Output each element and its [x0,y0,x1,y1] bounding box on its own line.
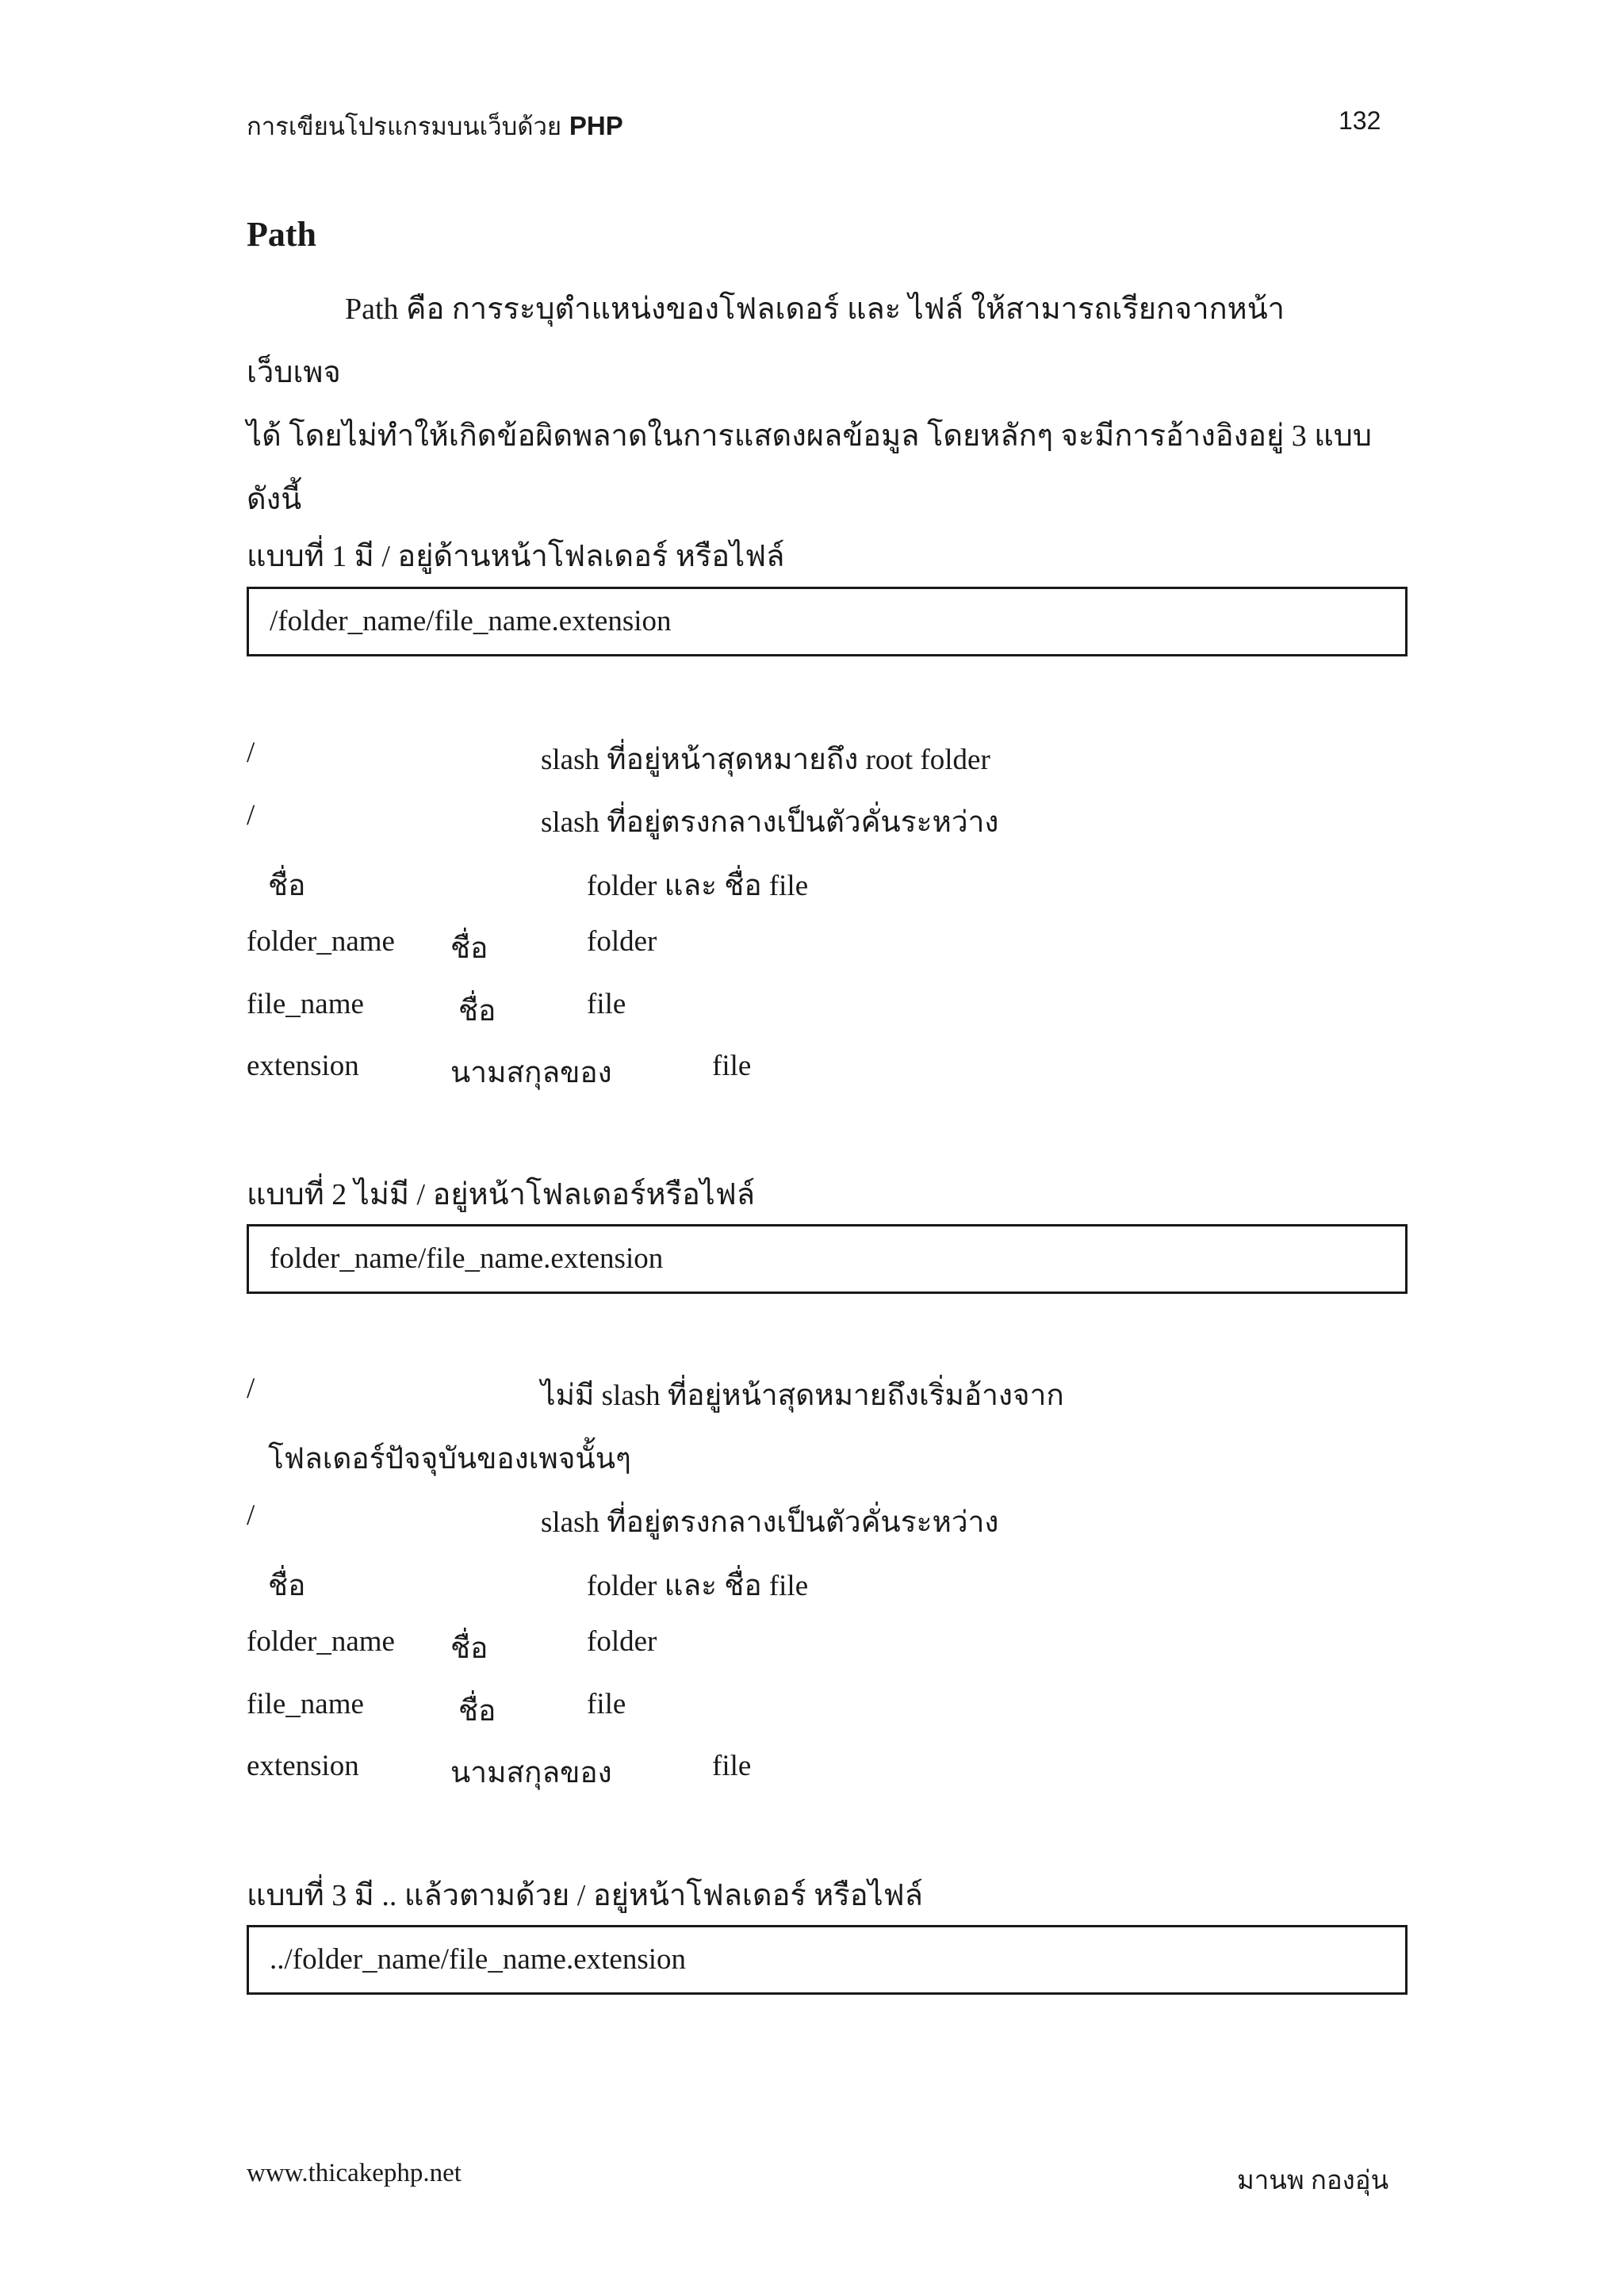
s1-row5-desc: file [587,988,626,1020]
s1-row3-term: ชื่อ [268,870,306,902]
s2-row4-desc: folder และ ชื่อ file [587,1570,809,1602]
s2-row3-term: / [247,1499,255,1532]
intro-line-2: ได้ โดยไม่ทำให้เกิดข้อผิดพลาดในการแสดงผลข้อมูล โดยหลักๆ จะมีการอ้างอิงอยู่ 3 แบบ [247,419,1372,453]
s1-row4-mid: ชื่อ [450,932,488,965]
section2-title: แบบที่ 2 ไม่มี / อยู่หน้าโฟลเดอร์หรือไฟล์ [247,1178,756,1211]
s2-row3-desc: slash ที่อยู่ตรงกลางเป็นตัวคั่นระหว่าง [541,1506,999,1539]
s2-row7-term: extension [247,1750,359,1782]
s1-row1-desc: slash ที่อยู่หน้าสุดหมายถึง root folder [541,744,990,776]
header-title-php: PHP [569,111,623,140]
intro-line-1: Path คือ การระบุตำแหน่งของโฟลเดอร์ และ ไฟล์ ให้สามารถเรียกจากหน้าเว็บเพจ [247,293,1285,389]
section2-code-box: folder_name/file_name.extension [247,1224,1408,1294]
s2-row7-desc: file [712,1750,752,1782]
s2-row6-desc: file [587,1688,626,1720]
s1-row2-term: / [247,799,255,832]
s2-row1-term: / [247,1372,255,1405]
s2-row2-term: โฟลเดอร์ปัจจุบันของเพจนั้นๆ [268,1443,631,1475]
page-number: 132 [1339,106,1381,135]
s1-row6-term: extension [247,1050,359,1082]
s1-row4-desc: folder [587,925,657,958]
running-header [247,106,623,146]
footer-website: www.thicakephp.net [247,2159,462,2187]
s2-row5-desc: folder [587,1625,657,1658]
intro-paragraph [247,277,1373,531]
header-title-text: การเขียนโปรแกรมบนเว็บด้วย [247,113,562,141]
footer-author: มานพ กองอุ่น [1237,2167,1389,2195]
s1-row5-mid: ชื่อ [458,995,496,1027]
s1-row5-term: file_name [247,988,364,1020]
s1-row3-desc: folder และ ชื่อ file [587,870,809,902]
s2-row1-desc: ไม่มี slash ที่อยู่หน้าสุดหมายถึงเริ่มอ้างจาก [541,1380,1064,1412]
s2-row5-mid: ชื่อ [450,1632,488,1665]
section3-title: แบบที่ 3 มี .. แล้วตามด้วย / อยู่หน้าโฟลเดอร์ หรือไฟล์ [247,1879,923,1912]
s1-row1-term: / [247,737,255,769]
s2-row7-mid: นามสกุลของ [450,1757,612,1789]
section1-code-box: /folder_name/file_name.extension [247,587,1408,656]
section3-code-box: ../folder_name/file_name.extension [247,1925,1408,1995]
s2-row5-term: folder_name [247,1625,395,1658]
s1-row2-desc: slash ที่อยู่ตรงกลางเป็นตัวคั่นระหว่าง [541,806,999,839]
s1-row6-desc: file [712,1050,752,1082]
s2-row6-term: file_name [247,1688,364,1720]
section1-title: แบบที่ 1 มี / อยู่ด้านหน้าโฟลเดอร์ หรือไฟล์ [247,540,785,573]
section-heading: Path [247,215,316,254]
s1-row4-term: folder_name [247,925,395,958]
intro-line-3: ดังนี้ [247,483,302,516]
s2-row4-term: ชื่อ [268,1570,306,1602]
s2-row6-mid: ชื่อ [458,1695,496,1728]
s1-row6-mid: นามสกุลของ [450,1057,612,1089]
